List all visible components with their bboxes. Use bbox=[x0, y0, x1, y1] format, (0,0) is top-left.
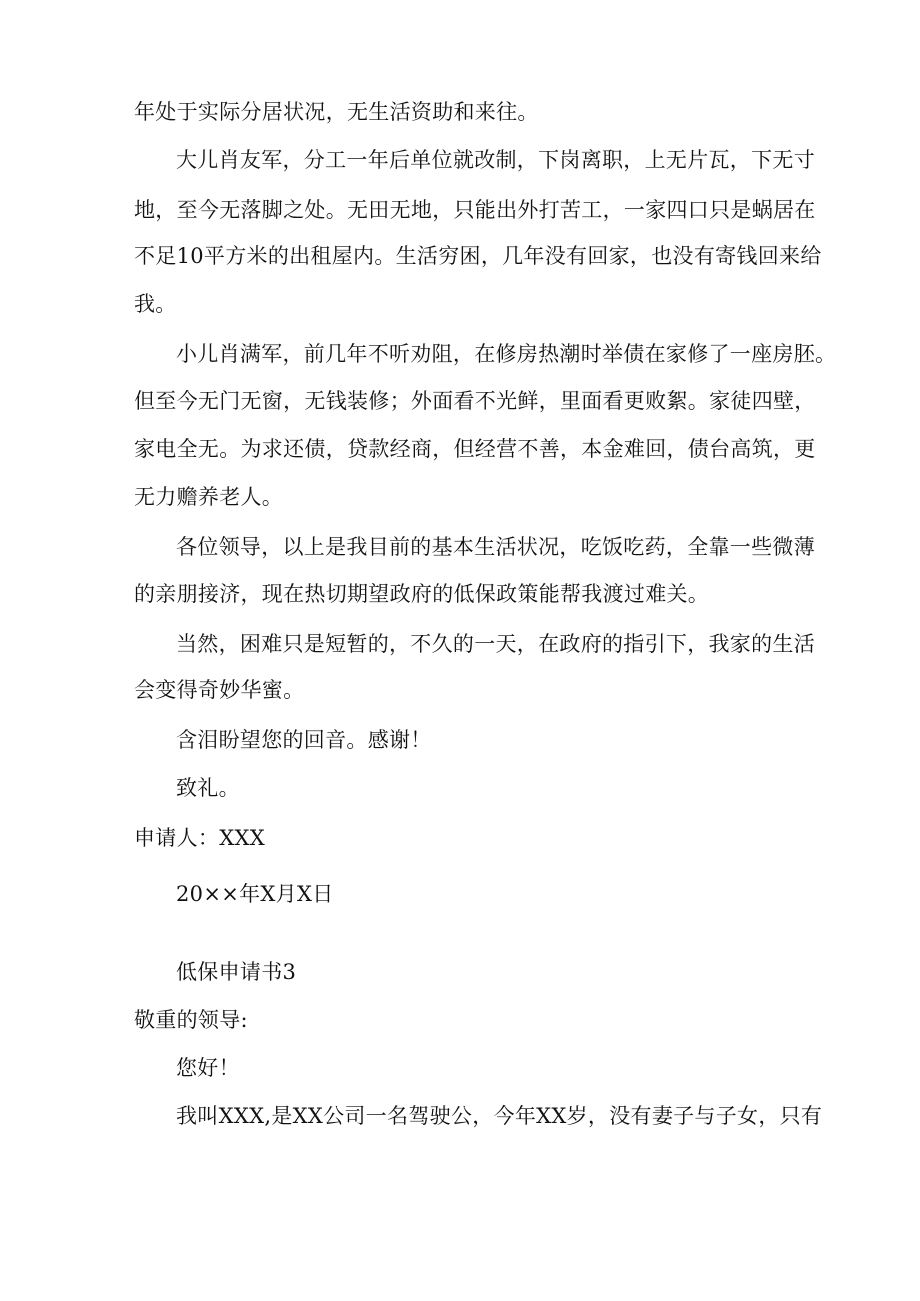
date-line: 20××年X月X日 bbox=[176, 882, 334, 906]
paragraph-line: 年处于实际分居状况，无生活资助和来往。 bbox=[134, 100, 539, 124]
applicant-signature: 申请人：XXX bbox=[134, 826, 265, 850]
paragraph-line: 各位领导，以上是我目前的基本生活状况，吃饭吃药，全靠一些微薄 bbox=[176, 535, 815, 559]
paragraph-line: 我叫XXX,是XX公司一名驾驶公，今年XX岁，没有妻子与子女，只有 bbox=[176, 1104, 823, 1128]
paragraph-line: 家电全无。为求还债，贷款经商，但经营不善，本金难回，债台高筑，更 bbox=[134, 437, 816, 461]
paragraph-line: 不足10平方米的出租屋内。生活穷困，几年没有回家，也没有寄钱回来给 bbox=[134, 244, 822, 268]
paragraph-line: 会变得奇妙华蜜。 bbox=[134, 678, 305, 702]
greeting: 您好！ bbox=[176, 1056, 240, 1080]
paragraph-line: 当然，困难只是短暂的，不久的一天，在政府的指引下，我家的生活 bbox=[176, 632, 815, 656]
section-title: 低保申请书3 bbox=[176, 960, 297, 984]
paragraph-line: 但至今无门无窗，无钱装修；外面看不光鲜，里面看更败絮。家徒四壁， bbox=[134, 389, 816, 413]
closing-line: 含泪盼望您的回音。感谢！ bbox=[176, 728, 432, 752]
paragraph-line: 大儿肖友军，分工一年后单位就改制，下岗离职，上无片瓦，下无寸 bbox=[176, 148, 815, 172]
paragraph-line: 地，至今无落脚之处。无田无地，只能出外打苦工，一家四口只是蜗居在 bbox=[134, 198, 816, 222]
paragraph-line: 我。 bbox=[134, 292, 177, 316]
salutation-closing: 致礼。 bbox=[176, 776, 240, 800]
paragraph-line: 小儿肖满军，前几年不听劝阻，在修房热潮时举债在家修了一座房胚。 bbox=[176, 342, 837, 366]
paragraph-line: 的亲朋接济，现在热切期望政府的低保政策能帮我渡过难关。 bbox=[134, 582, 710, 606]
paragraph-line: 无力赡养老人。 bbox=[134, 485, 284, 509]
greeting-recipient: 敬重的领导: bbox=[134, 1008, 248, 1032]
